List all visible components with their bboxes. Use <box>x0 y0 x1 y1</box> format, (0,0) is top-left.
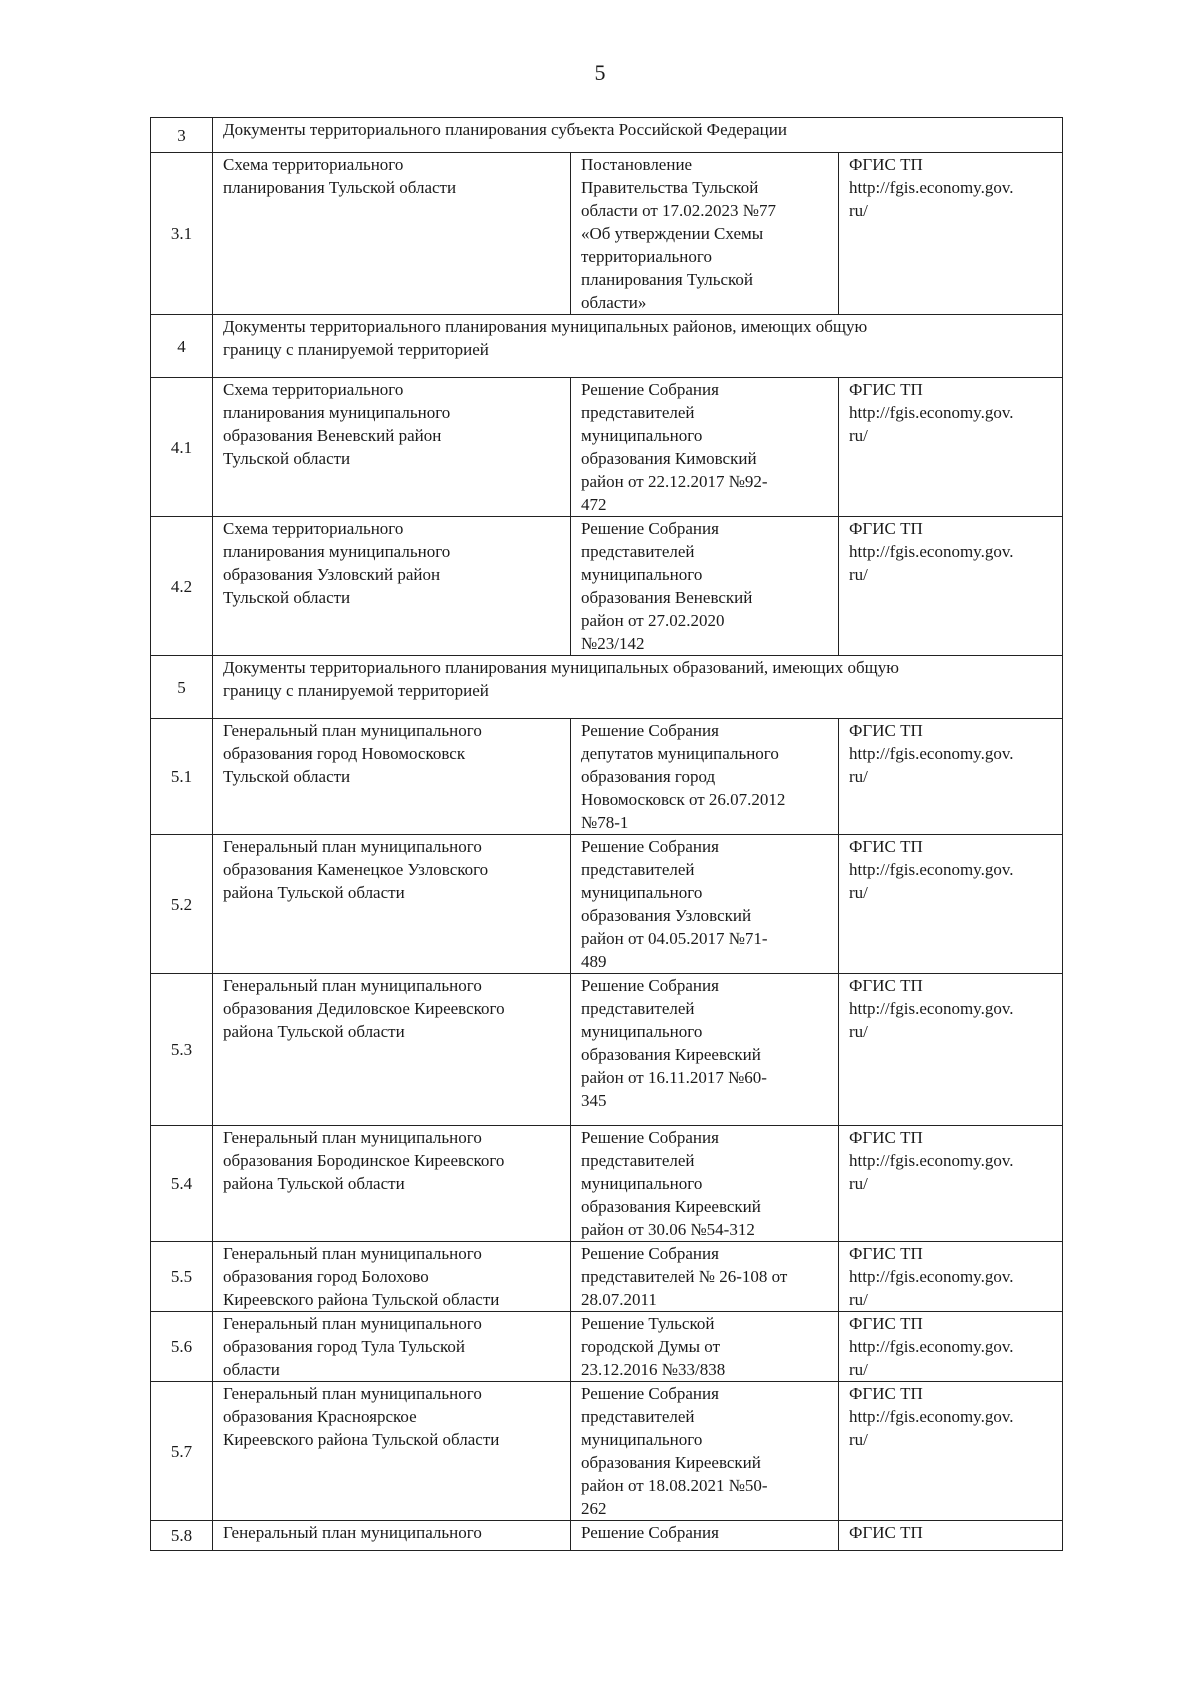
source-link: ФГИС ТП http://fgis.economy.gov. ru/ <box>839 974 1063 1126</box>
section-title: Документы территориального планирования муниципальных образований, имеющих общую границу с планируемой территорией <box>213 656 1063 719</box>
approval-document: Решение Собрания представителей муниципального образования Кимовский район от 22.12.2017 №92- 472 <box>571 378 839 517</box>
source-link: ФГИС ТП http://fgis.economy.gov. ru/ <box>839 719 1063 835</box>
section-row <box>151 118 1063 153</box>
document-name: Генеральный план муниципального образования Каменецкое Узловского района Тульской области <box>213 835 571 974</box>
table-row <box>151 719 1063 835</box>
approval-document: Решение Собрания представителей муниципального образования Киреевский район от 16.11.2017 №60- 345 <box>571 974 839 1126</box>
section-title: Документы территориального планирования субъекта Российской Федерации <box>213 118 1063 153</box>
approval-document: Решение Собрания представителей муниципального образования Киреевский район от 18.08.2021 №50- 262 <box>571 1382 839 1521</box>
table-body <box>151 118 1063 1551</box>
source-link: ФГИС ТП http://fgis.economy.gov. ru/ <box>839 378 1063 517</box>
row-number: 4.1 <box>151 378 213 517</box>
row-number: 4.2 <box>151 517 213 656</box>
table-row <box>151 517 1063 656</box>
documents-table <box>150 117 1063 1551</box>
table-row <box>151 1382 1063 1521</box>
source-link: ФГИС ТП http://fgis.economy.gov. ru/ <box>839 153 1063 315</box>
table-row <box>151 1242 1063 1312</box>
document-name: Генеральный план муниципального образования Красноярское Киреевского района Тульской области <box>213 1382 571 1521</box>
source-link: ФГИС ТП http://fgis.economy.gov. ru/ <box>839 1382 1063 1521</box>
row-number: 3 <box>151 118 213 153</box>
approval-document: Решение Собрания представителей муниципального образования Киреевский район от 30.06 №54-312 <box>571 1126 839 1242</box>
document-name: Генеральный план муниципального образования город Болохово Киреевского района Тульской области <box>213 1242 571 1312</box>
section-row <box>151 315 1063 378</box>
approval-document: Постановление Правительства Тульской области от 17.02.2023 №77 «Об утверждении Схемы территориального планирования Тульской области» <box>571 153 839 315</box>
table-row <box>151 1126 1063 1242</box>
approval-document: Решение Собрания представителей муниципального образования Веневский район от 27.02.2020 №23/142 <box>571 517 839 656</box>
section-row <box>151 656 1063 719</box>
table-row <box>151 153 1063 315</box>
source-link: ФГИС ТП <box>839 1521 1063 1551</box>
row-number: 3.1 <box>151 153 213 315</box>
row-number: 5.5 <box>151 1242 213 1312</box>
document-name: Генеральный план муниципального образования Дедиловское Киреевского района Тульской области <box>213 974 571 1126</box>
document-name: Схема территориального планирования Тульской области <box>213 153 571 315</box>
table-row <box>151 974 1063 1126</box>
source-link: ФГИС ТП http://fgis.economy.gov. ru/ <box>839 517 1063 656</box>
source-link: ФГИС ТП http://fgis.economy.gov. ru/ <box>839 1312 1063 1382</box>
document-name: Схема территориального планирования муниципального образования Веневский район Тульской области <box>213 378 571 517</box>
approval-document: Решение Собрания представителей муниципального образования Узловский район от 04.05.2017 №71- 489 <box>571 835 839 974</box>
document-name: Схема территориального планирования муниципального образования Узловский район Тульской области <box>213 517 571 656</box>
approval-document: Решение Собрания <box>571 1521 839 1551</box>
row-number: 5 <box>151 656 213 719</box>
page-number: 5 <box>594 60 606 85</box>
source-link: ФГИС ТП http://fgis.economy.gov. ru/ <box>839 1242 1063 1312</box>
row-number: 5.7 <box>151 1382 213 1521</box>
table-row <box>151 378 1063 517</box>
source-link: ФГИС ТП http://fgis.economy.gov. ru/ <box>839 1126 1063 1242</box>
document-name: Генеральный план муниципального образования Бородинское Киреевского района Тульской области <box>213 1126 571 1242</box>
table-row <box>151 1521 1063 1551</box>
row-number: 5.8 <box>151 1521 213 1551</box>
approval-document: Решение Собрания депутатов муниципального образования город Новомосковск от 26.07.2012 №78-1 <box>571 719 839 835</box>
table-row <box>151 835 1063 974</box>
row-number: 5.1 <box>151 719 213 835</box>
section-title: Документы территориального планирования муниципальных районов, имеющих общую границу с планируемой территорией <box>213 315 1063 378</box>
source-link: ФГИС ТП http://fgis.economy.gov. ru/ <box>839 835 1063 974</box>
table-row <box>151 1312 1063 1382</box>
approval-document: Решение Тульской городской Думы от 23.12.2016 №33/838 <box>571 1312 839 1382</box>
approval-document: Решение Собрания представителей № 26-108 от 28.07.2011 <box>571 1242 839 1312</box>
document-name: Генеральный план муниципального образования город Новомосковск Тульской области <box>213 719 571 835</box>
row-number: 4 <box>151 315 213 378</box>
row-number: 5.6 <box>151 1312 213 1382</box>
document-name: Генеральный план муниципального образования город Тула Тульской области <box>213 1312 571 1382</box>
row-number: 5.4 <box>151 1126 213 1242</box>
document-name: Генеральный план муниципального <box>213 1521 571 1551</box>
row-number: 5.3 <box>151 974 213 1126</box>
row-number: 5.2 <box>151 835 213 974</box>
